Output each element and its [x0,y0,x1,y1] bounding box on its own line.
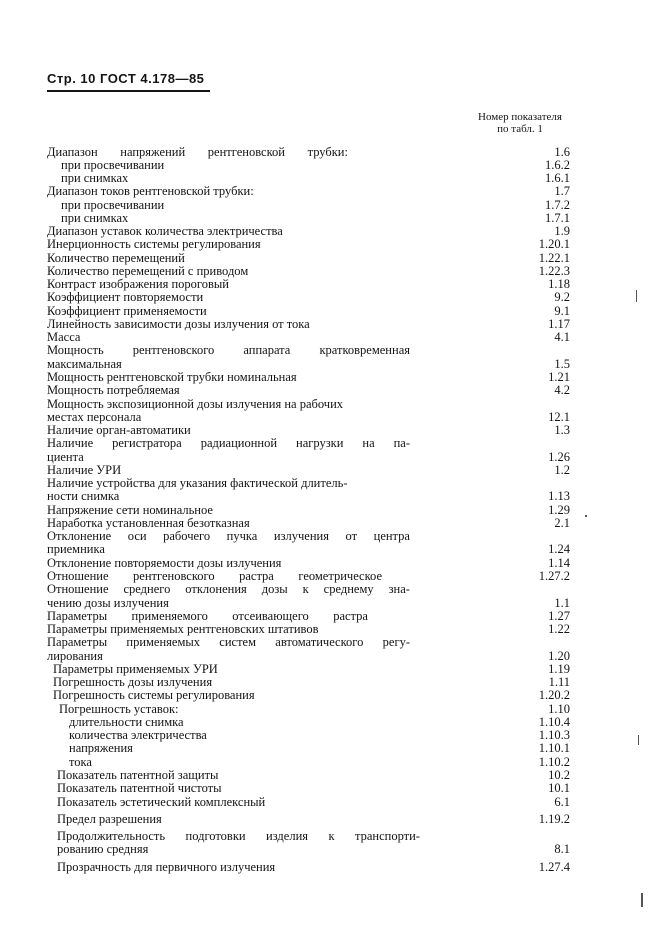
item-text: Коэффициент повторяемости [47,290,204,305]
list-item [0,716,661,729]
item-number: 1.10.2 [538,754,570,769]
item-number: 1.27.2 [538,569,570,583]
list-item [0,331,661,344]
item-number: 1.27 [548,608,570,623]
list-item [0,663,661,676]
item-text: местах персонала [47,409,142,424]
item-text: Погрешность системы регулирования [53,688,255,703]
scan-mark [641,893,643,907]
item-number: 4.1 [554,330,570,345]
item-text: Погрешность дозы излучения [53,675,213,690]
item-number: 1.6.2 [545,157,570,172]
list-item [0,238,661,251]
item-text: приемника [47,542,105,557]
item-text: при просвечивании [61,157,165,172]
item-text: Наработка установленная безотказная [47,515,250,530]
item-number: 1.26 [548,449,570,464]
item-number: 1.13 [548,489,570,504]
item-number: 1.22 [548,622,570,637]
list-item [0,570,661,583]
list-item [0,830,661,843]
item-text: Мощность экспозиционной дозы излучения на рабочих [47,396,344,411]
item-text: Инерционность системы регулирования [47,237,261,252]
item-text: длительности снимка [69,714,184,729]
item-text: Наличие устройства для указания фактической длитель- [47,476,348,491]
list-item [0,530,661,543]
list-item [0,358,661,371]
item-number: 6.1 [554,794,570,809]
list-item [0,411,661,424]
item-text: ности снимка [47,489,120,504]
item-text: Параметры применяемого отсеивающего растра [47,608,368,623]
item-text: Наличие орган-автоматики [47,423,191,438]
item-text: Мощность потребляемая [47,383,180,398]
item-text: Контраст изображения пороговый [47,277,229,292]
item-number: 1.19 [548,661,570,676]
list-item [0,225,661,238]
list-item [0,477,661,490]
item-number: 1.14 [548,555,570,570]
item-text: лирования [47,648,103,663]
item-text: Отклонение оси рабочего пучка излучения от центра [47,529,410,544]
header-rule [47,90,210,92]
item-number: 1.19.2 [538,811,570,826]
list-item [0,371,661,384]
list-item [0,861,661,874]
list-item [0,610,661,623]
item-number: 4.2 [554,383,570,398]
item-text: Показатель эстетический комплексный [57,794,266,809]
list-item [0,185,661,198]
item-text: Количество перемещений с приводом [47,263,249,278]
list-item [0,650,661,663]
item-number: 10.1 [548,781,570,796]
item-text: рованию средняя [57,842,149,857]
list-item [0,252,661,265]
item-text: Отклонение повторяемости дозы излучения [47,555,282,570]
item-text: при снимках [61,171,129,186]
list-item [0,504,661,517]
list-item [0,689,661,702]
list-item [0,437,661,450]
list-item [0,742,661,755]
item-text: Диапазон напряжений рентгеновской трубки: [47,144,348,159]
list-item [0,490,661,503]
item-text: количества электричества [69,728,207,743]
scan-mark [638,735,639,745]
item-text: Продолжительность подготовки изделия к транспорти- [57,829,420,844]
item-number: 1.10.3 [538,728,570,743]
indicator-list [0,146,661,874]
list-item [0,344,661,357]
list-item [0,813,661,826]
list-item [0,796,661,809]
list-item [0,636,661,649]
column-header-line2: по табл. 1 [497,123,543,135]
item-text: Коэффициент применяемости [47,303,207,318]
list-item [0,291,661,304]
item-number: 9.2 [554,290,570,305]
item-number: 1.21 [548,370,570,385]
item-number: 1.10.1 [538,741,570,756]
list-item [0,517,661,530]
item-number: 1.7.2 [545,197,570,212]
list-item [0,318,661,331]
item-text: Показатель патентной защиты [57,767,219,782]
item-text: Масса [47,330,81,345]
list-item [0,756,661,769]
item-text: Погрешность уставок: [59,701,179,716]
list-item [0,557,661,570]
list-item [0,384,661,397]
list-item [0,782,661,795]
item-number: 1.20.1 [538,237,570,252]
list-item [0,543,661,556]
list-item [0,278,661,291]
item-number: 1.27.4 [538,859,570,874]
item-number: 2.1 [554,515,570,530]
list-item [0,769,661,782]
item-number: 1.7 [554,184,570,199]
item-text: Предел разрешения [57,811,162,826]
list-item [0,199,661,212]
item-number: 1.24 [548,542,570,557]
item-number: 1.1 [554,595,570,610]
column-header-line1: Номер показателя [478,111,562,123]
item-text: Параметры применяемых УРИ [53,661,218,676]
item-number: 1.29 [548,502,570,517]
page-header: Стр. 10 ГОСТ 4.178—85 [47,71,205,86]
item-number: 1.2 [554,462,570,477]
item-number: 1.9 [554,224,570,239]
scan-mark [636,290,637,302]
item-text: Диапазон уставок количества электричества [47,224,283,239]
item-number: 1.17 [548,316,570,331]
list-item [0,305,661,318]
item-text: циента [47,449,84,464]
item-number: 1.10.4 [538,714,570,729]
list-item [0,623,661,636]
item-text: Мощность рентгеновской трубки номинальная [47,370,297,385]
item-text: Количество перемещений [47,250,185,265]
item-text: напряжения [69,741,133,756]
list-item [0,597,661,610]
list-item [0,146,661,159]
item-number: 1.3 [554,423,570,438]
list-item [0,398,661,411]
item-text: Параметры применяемых систем автоматического регу- [47,635,410,650]
list-item [0,729,661,742]
item-text: Параметры применяемых рентгеновских штативов [47,622,319,637]
list-item [0,583,661,596]
item-number: 8.1 [554,842,570,857]
item-number: 1.6.1 [545,171,570,186]
item-number: 1.20 [548,648,570,663]
item-text: Отношение среднего отклонения дозы к среднему зна- [47,582,410,597]
item-number: 1.5 [554,356,570,371]
item-text: Наличие регистратора радиационной нагрузки на па- [47,436,410,451]
item-text: при просвечивании [61,197,165,212]
list-item [0,159,661,172]
list-item [0,424,661,437]
item-text: при снимках [61,210,129,225]
item-text: Диапазон токов рентгеновской трубки: [47,184,254,199]
item-number: 12.1 [548,409,570,424]
item-number: 1.11 [548,675,570,690]
item-number: 1.6 [554,144,570,159]
scan-mark [585,515,587,517]
item-text: тока [69,754,92,769]
item-text: Наличие УРИ [47,462,122,477]
list-item [0,265,661,278]
item-number: 1.22.3 [538,263,570,278]
list-item [0,212,661,225]
item-text: максимальная [47,356,122,371]
item-text: чению дозы излучения [47,595,169,610]
item-number: 1.10 [548,701,570,716]
list-item [0,464,661,477]
item-number: 1.7.1 [545,210,570,225]
list-item [0,451,661,464]
list-item [0,676,661,689]
item-text: Линейность зависимости дозы излучения от тока [47,316,310,331]
item-number: 1.20.2 [538,688,570,703]
item-text: Мощность рентгеновского аппарата кратковременная [47,343,410,358]
list-item [0,703,661,716]
item-number: 10.2 [548,767,570,782]
list-item [0,843,661,856]
item-number: 9.1 [554,303,570,318]
item-text: Отношение рентгеновского растра геометрическое [47,569,382,583]
column-header [455,111,585,135]
item-text: Прозрачность для первичного излучения [57,859,276,874]
item-number: 1.18 [548,277,570,292]
item-number: 1.22.1 [538,250,570,265]
item-text: Показатель патентной чистоты [57,781,222,796]
list-item [0,172,661,185]
item-text: Напряжение сети номинальное [47,502,213,517]
